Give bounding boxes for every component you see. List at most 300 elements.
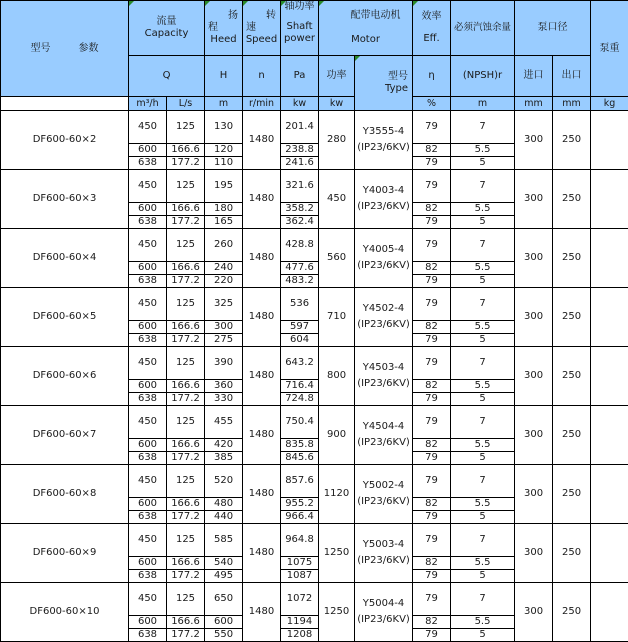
npsh-cell: 5.5 xyxy=(451,557,515,570)
outlet-cell: 250 xyxy=(553,288,591,347)
shaft-power-cell: 724.8 xyxy=(281,393,319,406)
q2-cell: 125 xyxy=(167,524,205,557)
q2-cell: 166.6 xyxy=(167,439,205,452)
motor-type-cell xyxy=(355,111,413,170)
eff-cell: 82 xyxy=(413,616,451,629)
shaft-power-cell: 1208 xyxy=(281,629,319,642)
motor-spec: (IP23/6KV) xyxy=(355,319,412,331)
q1-cell: 600 xyxy=(129,439,167,452)
param-label: 参数 xyxy=(79,43,99,54)
shaft-power-cell: 964.8 xyxy=(281,524,319,557)
shaft-power-cell: 477.6 xyxy=(281,262,319,275)
table-row xyxy=(1,406,628,439)
motor-power-cell: 710 xyxy=(319,288,355,347)
head-cell: 540 xyxy=(205,557,243,570)
q1-cell: 638 xyxy=(129,334,167,347)
eff-cell: 82 xyxy=(413,557,451,570)
motor-type-cell xyxy=(355,406,413,465)
eff-header xyxy=(413,1,451,56)
q2-cell: 177.2 xyxy=(167,393,205,406)
motor-type-cell xyxy=(355,583,413,642)
q2-cell: 177.2 xyxy=(167,511,205,524)
eff-cell: 82 xyxy=(413,439,451,452)
motor-power-cell: 560 xyxy=(319,229,355,288)
shaft-power-cell: 1072 xyxy=(281,583,319,616)
motor-cn: 配带电动机 xyxy=(319,10,412,22)
table-row xyxy=(1,524,628,557)
table-row xyxy=(1,288,628,321)
npsh-cell: 7 xyxy=(451,524,515,557)
weight-cn: 泵重 xyxy=(600,43,620,54)
inlet-cell: 300 xyxy=(515,465,553,524)
motor-spec: (IP23/6KV) xyxy=(355,614,412,626)
npsh-cell: 7 xyxy=(451,406,515,439)
speed-cell: 1480 xyxy=(243,288,281,347)
unit-n: r/min xyxy=(243,97,281,111)
eff-cell: 82 xyxy=(413,262,451,275)
weight-cell xyxy=(591,229,628,288)
npsh-cell: 5 xyxy=(451,629,515,642)
shaft-power-cell: 201.4 xyxy=(281,111,319,144)
eff-cell: 79 xyxy=(413,347,451,380)
eff-cell: 82 xyxy=(413,203,451,216)
head-cell: 360 xyxy=(205,380,243,393)
shaft-power-cell: 716.4 xyxy=(281,380,319,393)
q1-cell: 600 xyxy=(129,144,167,157)
q1-cell: 600 xyxy=(129,616,167,629)
npsh-cn: 必须汽蚀余量 xyxy=(454,22,511,33)
model-cell: DF600-60×9 xyxy=(1,524,129,583)
q2-cell: 166.6 xyxy=(167,262,205,275)
shaft-power-cell: 238.8 xyxy=(281,144,319,157)
npsh-cell: 5 xyxy=(451,334,515,347)
eff-cell: 79 xyxy=(413,583,451,616)
motor-power-cell: 900 xyxy=(319,406,355,465)
q2-cell: 166.6 xyxy=(167,144,205,157)
model-cell: DF600-60×7 xyxy=(1,406,129,465)
q2-cell: 177.2 xyxy=(167,157,205,170)
npsh-cell: 7 xyxy=(451,288,515,321)
motor-model: Y4502-4 xyxy=(355,303,412,315)
q1-cell: 638 xyxy=(129,570,167,583)
shaft-power-header xyxy=(281,1,319,56)
q2-cell: 166.6 xyxy=(167,616,205,629)
pa-symbol: Pa xyxy=(281,56,319,97)
inlet-cell: 300 xyxy=(515,288,553,347)
eff-cell: 79 xyxy=(413,629,451,642)
shaft-power-cell: 1087 xyxy=(281,570,319,583)
q1-cell: 638 xyxy=(129,275,167,288)
head-cell: 300 xyxy=(205,321,243,334)
head-cell: 275 xyxy=(205,334,243,347)
q2-cell: 177.2 xyxy=(167,629,205,642)
q2-cell: 166.6 xyxy=(167,203,205,216)
unit-q1: m³/h xyxy=(129,97,167,111)
speed-cn-2: 速 xyxy=(243,22,280,34)
eta-symbol: η xyxy=(413,56,451,97)
motor-type-cell xyxy=(355,229,413,288)
q2-cell: 125 xyxy=(167,288,205,321)
model-cell: DF600-60×8 xyxy=(1,465,129,524)
head-cell: 240 xyxy=(205,262,243,275)
q2-cell: 125 xyxy=(167,465,205,498)
inlet-cell: 300 xyxy=(515,229,553,288)
weight-cell xyxy=(591,347,628,406)
motor-power-cell: 1120 xyxy=(319,465,355,524)
weight-cell xyxy=(591,111,628,170)
capacity-header xyxy=(129,1,205,56)
shaft-power-cell: 536 xyxy=(281,288,319,321)
shaft-en-1: Shaft xyxy=(281,21,318,33)
eff-cell: 79 xyxy=(413,288,451,321)
q1-cell: 600 xyxy=(129,498,167,511)
speed-en: Speed xyxy=(243,34,280,46)
motor-model: Y4003-4 xyxy=(355,185,412,197)
speed-header xyxy=(243,1,281,56)
shaft-power-cell: 643.2 xyxy=(281,347,319,380)
q2-cell: 166.6 xyxy=(167,321,205,334)
eff-cell: 79 xyxy=(413,157,451,170)
inlet-cell: 300 xyxy=(515,406,553,465)
outlet-cell: 250 xyxy=(553,465,591,524)
type-header xyxy=(355,56,413,111)
head-cell: 440 xyxy=(205,511,243,524)
q2-cell: 177.2 xyxy=(167,216,205,229)
model-cell: DF600-60×4 xyxy=(1,229,129,288)
eff-cell: 79 xyxy=(413,511,451,524)
q1-cell: 638 xyxy=(129,511,167,524)
eff-cell: 79 xyxy=(413,570,451,583)
type-en: Type xyxy=(355,83,412,95)
table-row xyxy=(1,229,628,262)
q2-cell: 125 xyxy=(167,583,205,616)
q2-cell: 125 xyxy=(167,347,205,380)
motor-model: Y3555-4 xyxy=(355,126,412,138)
head-cell: 420 xyxy=(205,439,243,452)
motor-type-cell xyxy=(355,170,413,229)
q2-cell: 166.6 xyxy=(167,557,205,570)
motor-type-cell xyxy=(355,347,413,406)
outlet-label: 出口 xyxy=(553,56,591,97)
shaft-power-cell: 845.6 xyxy=(281,452,319,465)
npsh-cell: 7 xyxy=(451,347,515,380)
head-cell: 180 xyxy=(205,203,243,216)
inlet-cell: 300 xyxy=(515,583,553,642)
q1-cell: 600 xyxy=(129,557,167,570)
q1-cell: 638 xyxy=(129,629,167,642)
motor-en: Motor xyxy=(319,34,412,46)
units-blank xyxy=(1,97,129,111)
eff-cn: 效率 xyxy=(413,11,450,23)
weight-cell xyxy=(591,583,628,642)
q1-cell: 600 xyxy=(129,203,167,216)
head-cell: 325 xyxy=(205,288,243,321)
npsh-cell: 5 xyxy=(451,452,515,465)
weight-cell xyxy=(591,465,628,524)
shaft-power-cell: 358.2 xyxy=(281,203,319,216)
head-cell: 600 xyxy=(205,616,243,629)
n-symbol: n xyxy=(243,56,281,97)
q1-cell: 450 xyxy=(129,111,167,144)
unit-outlet: mm xyxy=(553,97,591,111)
shaft-power-cell: 362.4 xyxy=(281,216,319,229)
unit-eff: % xyxy=(413,97,451,111)
q1-cell: 450 xyxy=(129,347,167,380)
shaft-cn: 轴功率 xyxy=(281,1,318,13)
speed-cell: 1480 xyxy=(243,524,281,583)
head-cn-2: 程 xyxy=(205,22,242,34)
shaft-power-cell: 428.8 xyxy=(281,229,319,262)
table-row xyxy=(1,583,628,616)
motor-power-cell: 450 xyxy=(319,170,355,229)
inlet-cell: 300 xyxy=(515,347,553,406)
motor-spec: (IP23/6KV) xyxy=(355,142,412,154)
q1-cell: 450 xyxy=(129,170,167,203)
shaft-en-2: power xyxy=(281,33,318,45)
speed-cell: 1480 xyxy=(243,406,281,465)
motor-power-cell: 1250 xyxy=(319,583,355,642)
shaft-power-cell: 483.2 xyxy=(281,275,319,288)
q1-cell: 638 xyxy=(129,157,167,170)
q1-cell: 450 xyxy=(129,465,167,498)
head-cell: 495 xyxy=(205,570,243,583)
motor-power-cell: 1250 xyxy=(319,524,355,583)
q1-cell: 450 xyxy=(129,229,167,262)
head-cell: 585 xyxy=(205,524,243,557)
eff-cell: 79 xyxy=(413,216,451,229)
npsh-cell: 5.5 xyxy=(451,498,515,511)
eff-cell: 79 xyxy=(413,524,451,557)
npsh-cell: 5 xyxy=(451,511,515,524)
outlet-cell: 250 xyxy=(553,524,591,583)
head-cell: 520 xyxy=(205,465,243,498)
table-row xyxy=(1,347,628,380)
eff-cell: 82 xyxy=(413,380,451,393)
unit-h: m xyxy=(205,97,243,111)
q2-cell: 166.6 xyxy=(167,498,205,511)
shaft-power-cell: 1075 xyxy=(281,557,319,570)
npsh-cell: 5 xyxy=(451,216,515,229)
power-label: 功率 xyxy=(319,56,355,97)
motor-model: Y5004-4 xyxy=(355,598,412,610)
shaft-power-cell: 857.6 xyxy=(281,465,319,498)
eff-cell: 82 xyxy=(413,498,451,511)
h-symbol: H xyxy=(205,56,243,97)
head-cn-1: 扬 xyxy=(205,10,242,22)
npsh-header xyxy=(451,1,515,56)
motor-spec: (IP23/6KV) xyxy=(355,201,412,213)
head-cell: 385 xyxy=(205,452,243,465)
speed-cell: 1480 xyxy=(243,170,281,229)
unit-pa: kw xyxy=(281,97,319,111)
capacity-cn: 流量 xyxy=(129,16,204,28)
eff-cell: 79 xyxy=(413,334,451,347)
speed-cell: 1480 xyxy=(243,583,281,642)
motor-spec: (IP23/6KV) xyxy=(355,555,412,567)
model-cell: DF600-60×2 xyxy=(1,111,129,170)
unit-power: kw xyxy=(319,97,355,111)
npsh-cell: 5.5 xyxy=(451,203,515,216)
head-header xyxy=(205,1,243,56)
eff-cell: 82 xyxy=(413,321,451,334)
model-label: 型号 xyxy=(31,43,51,54)
q1-cell: 450 xyxy=(129,406,167,439)
npsh-cell: 5.5 xyxy=(451,321,515,334)
model-param-header xyxy=(1,1,129,97)
npsh-cell: 7 xyxy=(451,583,515,616)
q1-cell: 638 xyxy=(129,393,167,406)
head-cell: 110 xyxy=(205,157,243,170)
outlet-cell: 250 xyxy=(553,347,591,406)
header-row-1 xyxy=(1,1,628,56)
weight-header xyxy=(591,1,628,97)
q1-cell: 638 xyxy=(129,216,167,229)
npsh-cell: 7 xyxy=(451,170,515,203)
inlet-cell: 300 xyxy=(515,111,553,170)
eff-cell: 79 xyxy=(413,393,451,406)
q2-cell: 177.2 xyxy=(167,452,205,465)
q1-cell: 600 xyxy=(129,380,167,393)
q2-cell: 177.2 xyxy=(167,570,205,583)
head-cell: 195 xyxy=(205,170,243,203)
motor-model: Y5002-4 xyxy=(355,480,412,492)
q1-cell: 450 xyxy=(129,288,167,321)
npsh-cell: 7 xyxy=(451,111,515,144)
shaft-power-cell: 1194 xyxy=(281,616,319,629)
bore-header xyxy=(515,1,591,56)
head-cell: 330 xyxy=(205,393,243,406)
npsh-cell: 7 xyxy=(451,229,515,262)
npsh-cell: 5.5 xyxy=(451,439,515,452)
q1-cell: 450 xyxy=(129,524,167,557)
motor-model: Y5003-4 xyxy=(355,539,412,551)
shaft-power-cell: 597 xyxy=(281,321,319,334)
table-body xyxy=(1,111,628,642)
npsh-cell: 5 xyxy=(451,275,515,288)
weight-cell xyxy=(591,288,628,347)
motor-type-cell xyxy=(355,465,413,524)
outlet-cell: 250 xyxy=(553,170,591,229)
speed-cell: 1480 xyxy=(243,347,281,406)
q2-cell: 125 xyxy=(167,111,205,144)
q2-cell: 177.2 xyxy=(167,275,205,288)
capacity-en: Capacity xyxy=(129,28,204,40)
speed-cell: 1480 xyxy=(243,229,281,288)
table-row xyxy=(1,465,628,498)
npsh-cell: 5 xyxy=(451,570,515,583)
inlet-cell: 300 xyxy=(515,524,553,583)
head-cell: 260 xyxy=(205,229,243,262)
weight-cell xyxy=(591,524,628,583)
motor-spec: (IP23/6KV) xyxy=(355,496,412,508)
eff-cell: 79 xyxy=(413,111,451,144)
motor-type-cell xyxy=(355,288,413,347)
outlet-cell: 250 xyxy=(553,229,591,288)
model-cell: DF600-60×10 xyxy=(1,583,129,642)
table-row xyxy=(1,111,628,144)
weight-cell xyxy=(591,406,628,465)
outlet-cell: 250 xyxy=(553,583,591,642)
motor-model: Y4005-4 xyxy=(355,244,412,256)
model-cell: DF600-60×5 xyxy=(1,288,129,347)
head-cell: 165 xyxy=(205,216,243,229)
npsh-cell: 5.5 xyxy=(451,144,515,157)
shaft-power-cell: 604 xyxy=(281,334,319,347)
eff-cell: 79 xyxy=(413,275,451,288)
head-cell: 390 xyxy=(205,347,243,380)
unit-npsh: m xyxy=(451,97,515,111)
head-cell: 455 xyxy=(205,406,243,439)
shaft-power-cell: 750.4 xyxy=(281,406,319,439)
type-cn: 型号 xyxy=(355,71,412,83)
table-row xyxy=(1,170,628,203)
npsh-cell: 5 xyxy=(451,393,515,406)
unit-weight: kg xyxy=(591,97,628,111)
head-cell: 480 xyxy=(205,498,243,511)
npsh-cell: 5 xyxy=(451,157,515,170)
npsh-symbol: (NPSH)r xyxy=(451,56,515,97)
q2-cell: 125 xyxy=(167,406,205,439)
head-cell: 120 xyxy=(205,144,243,157)
shaft-power-cell: 835.8 xyxy=(281,439,319,452)
q2-cell: 125 xyxy=(167,170,205,203)
head-cell: 650 xyxy=(205,583,243,616)
motor-power-cell: 280 xyxy=(319,111,355,170)
motor-model: Y4504-4 xyxy=(355,421,412,433)
motor-type-cell xyxy=(355,524,413,583)
model-cell: DF600-60×6 xyxy=(1,347,129,406)
speed-cell: 1480 xyxy=(243,111,281,170)
unit-q2: L/s xyxy=(167,97,205,111)
outlet-cell: 250 xyxy=(553,111,591,170)
q2-cell: 125 xyxy=(167,229,205,262)
q1-cell: 600 xyxy=(129,321,167,334)
motor-spec: (IP23/6KV) xyxy=(355,260,412,272)
npsh-cell: 5.5 xyxy=(451,380,515,393)
motor-spec: (IP23/6KV) xyxy=(355,437,412,449)
inlet-label: 进口 xyxy=(515,56,553,97)
npsh-cell: 7 xyxy=(451,465,515,498)
q-symbol: Q xyxy=(129,56,205,97)
shaft-power-cell: 241.6 xyxy=(281,157,319,170)
eff-cell: 79 xyxy=(413,229,451,262)
bore-cn: 泵口径 xyxy=(538,22,568,33)
eff-en: Eff. xyxy=(413,33,450,45)
q1-cell: 450 xyxy=(129,583,167,616)
head-cell: 550 xyxy=(205,629,243,642)
head-cell: 130 xyxy=(205,111,243,144)
motor-power-cell: 800 xyxy=(319,347,355,406)
motor-spec: (IP23/6KV) xyxy=(355,378,412,390)
outlet-cell: 250 xyxy=(553,406,591,465)
shaft-power-cell: 321.6 xyxy=(281,170,319,203)
weight-cell xyxy=(591,170,628,229)
eff-cell: 79 xyxy=(413,465,451,498)
head-cell: 220 xyxy=(205,275,243,288)
eff-cell: 79 xyxy=(413,170,451,203)
motor-model: Y4503-4 xyxy=(355,362,412,374)
eff-cell: 79 xyxy=(413,452,451,465)
motor-header xyxy=(319,1,413,56)
model-cell: DF600-60×3 xyxy=(1,170,129,229)
q2-cell: 177.2 xyxy=(167,334,205,347)
q1-cell: 600 xyxy=(129,262,167,275)
npsh-cell: 5.5 xyxy=(451,262,515,275)
q2-cell: 166.6 xyxy=(167,380,205,393)
unit-inlet: mm xyxy=(515,97,553,111)
inlet-cell: 300 xyxy=(515,170,553,229)
speed-cn-1: 转 xyxy=(243,10,280,22)
